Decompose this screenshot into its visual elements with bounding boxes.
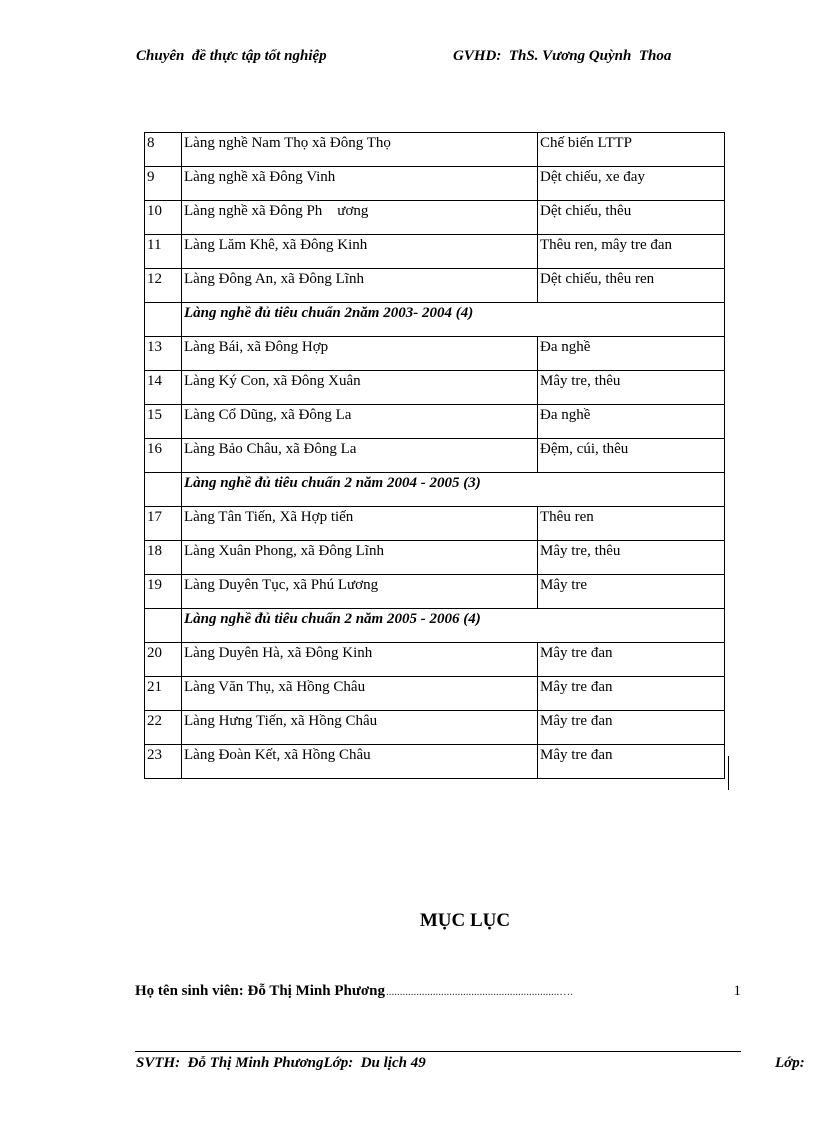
table-row xyxy=(145,745,725,779)
table-row xyxy=(145,541,725,575)
table-row xyxy=(145,371,725,405)
craft-type: Dệt chiếu, thêu xyxy=(538,201,725,235)
village-name: Làng Ký Con, xã Đông Xuân xyxy=(182,371,538,405)
craft-type: Mây tre đan xyxy=(538,677,725,711)
toc-entry-label: Họ tên sinh viên: Đỗ Thị Minh Phương xyxy=(135,983,386,999)
craft-type: Mây tre xyxy=(538,575,725,609)
craft-type: Mây tre đan xyxy=(538,643,725,677)
table-row xyxy=(145,711,725,745)
craft-type: Thêu ren xyxy=(538,507,725,541)
village-name: Làng Duyên Tục, xã Phú Lương xyxy=(182,575,538,609)
toc-title: MỤC LỤC xyxy=(419,910,511,931)
row-number: 12 xyxy=(145,269,182,303)
craft-type: Đệm, cúi, thêu xyxy=(538,439,725,473)
row-number: 15 xyxy=(145,405,182,439)
village-name: Làng Bái, xã Đông Hợp xyxy=(182,337,538,371)
craft-type: Đa nghề xyxy=(538,337,725,371)
table-body xyxy=(145,133,725,779)
craft-type: Mây tre đan xyxy=(538,711,725,745)
village-name: Làng Xuân Phong, xã Đông Lĩnh xyxy=(182,541,538,575)
village-name: Làng Duyên Hà, xã Đông Kinh xyxy=(182,643,538,677)
table-row xyxy=(145,235,725,269)
table-row xyxy=(145,507,725,541)
row-number: 8 xyxy=(145,133,182,167)
craft-type: Chế biến LTTP xyxy=(538,133,725,167)
row-number: 18 xyxy=(145,541,182,575)
row-number: 20 xyxy=(145,643,182,677)
row-number: 16 xyxy=(145,439,182,473)
footer-right: Lớp: xyxy=(775,1055,805,1071)
group-header-row xyxy=(145,303,725,337)
table-row xyxy=(145,269,725,303)
table-row xyxy=(145,405,725,439)
row-number: 23 xyxy=(145,745,182,779)
row-number: 9 xyxy=(145,167,182,201)
craft-village-table xyxy=(144,132,725,779)
table-row xyxy=(145,643,725,677)
group-title: Làng nghề đủ tiêu chuẩn 2 năm 2005 - 2006 (4) xyxy=(182,609,725,643)
header-right: GVHD: ThS. Vương Quỳnh Thoa xyxy=(453,48,672,64)
village-name: Làng nghề xã Đông Vinh xyxy=(182,167,538,201)
village-name: Làng Văn Thụ, xã Hồng Châu xyxy=(182,677,538,711)
village-name: Làng Hưng Tiến, xã Hồng Châu xyxy=(182,711,538,745)
row-number: 13 xyxy=(145,337,182,371)
craft-type: Dệt chiếu, xe đay xyxy=(538,167,725,201)
table-row xyxy=(145,167,725,201)
footer-rule xyxy=(135,1051,741,1052)
row-number: 14 xyxy=(145,371,182,405)
group-title: Làng nghề đủ tiêu chuẩn 2 năm 2004 - 2005 (3) xyxy=(182,473,725,507)
group-empty-cell xyxy=(145,473,182,507)
row-number: 10 xyxy=(145,201,182,235)
table-row xyxy=(145,677,725,711)
craft-type: Dệt chiếu, thêu ren xyxy=(538,269,725,303)
village-name: Làng Đông An, xã Đông Lĩnh xyxy=(182,269,538,303)
group-header-row xyxy=(145,473,725,507)
table-row xyxy=(145,337,725,371)
village-name: Làng Cổ Dũng, xã Đông La xyxy=(182,405,538,439)
table-edge-line xyxy=(728,756,731,790)
row-number: 19 xyxy=(145,575,182,609)
village-name: Làng nghề xã Đông Ph ương xyxy=(182,201,538,235)
table-row xyxy=(145,575,725,609)
craft-type: Mây tre, thêu xyxy=(538,541,725,575)
craft-type: Đa nghề xyxy=(538,405,725,439)
row-number: 22 xyxy=(145,711,182,745)
village-name: Làng Lăm Khê, xã Đông Kinh xyxy=(182,235,538,269)
header-left: Chuyên đề thực tập tốt nghiệp xyxy=(136,48,327,64)
group-title: Làng nghề đủ tiêu chuẩn 2năm 2003- 2004 (4) xyxy=(182,303,725,337)
table-row xyxy=(145,439,725,473)
group-empty-cell xyxy=(145,609,182,643)
row-number: 21 xyxy=(145,677,182,711)
craft-type: Thêu ren, mây tre đan xyxy=(538,235,725,269)
group-empty-cell xyxy=(145,303,182,337)
village-name: Làng nghề Nam Thọ xã Đông Thọ xyxy=(182,133,538,167)
village-name: Làng Đoàn Kết, xã Hồng Châu xyxy=(182,745,538,779)
craft-type: Mây tre đan xyxy=(538,745,725,779)
table-row xyxy=(145,201,725,235)
toc-entry[interactable] xyxy=(135,983,741,1000)
village-name: Làng Bảo Châu, xã Đông La xyxy=(182,439,538,473)
toc-entry-page: 1 xyxy=(733,983,741,999)
toc-entry-leader: ...............................................................…. xyxy=(386,986,574,998)
row-number: 17 xyxy=(145,507,182,541)
footer-left: SVTH: Đỗ Thị Minh PhươngLớp: Du lịch 49 xyxy=(136,1055,426,1071)
craft-type: Mây tre, thêu xyxy=(538,371,725,405)
village-name: Làng Tân Tiến, Xã Hợp tiến xyxy=(182,507,538,541)
group-header-row xyxy=(145,609,725,643)
table-row xyxy=(145,133,725,167)
row-number: 11 xyxy=(145,235,182,269)
